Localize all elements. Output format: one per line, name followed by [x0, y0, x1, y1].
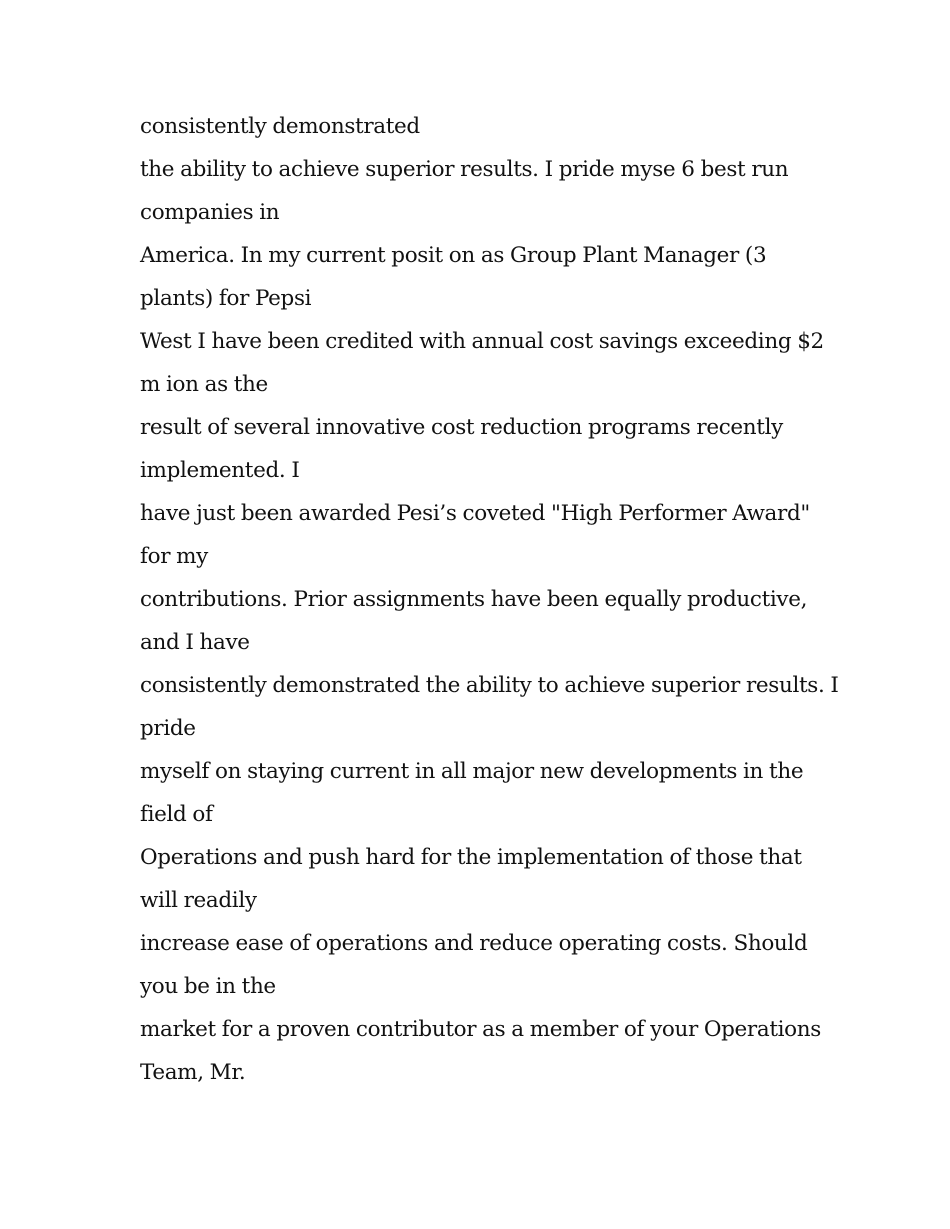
text-line: consistently demonstrated: [140, 114, 420, 139]
text-line: Team, Mr.: [140, 1060, 246, 1085]
text-line: you be in the: [140, 974, 276, 999]
text-line: myself on staying current in all major new developments in the: [140, 759, 804, 784]
text-line: increase ease of operations and reduce operating costs. Should: [140, 931, 808, 956]
text-line: America. In my current posit on as Group Plant Manager (3: [140, 243, 767, 268]
text-line: the ability to achieve superior results. I pride myse 6 best run: [140, 157, 789, 182]
text-line: have just been awarded Pesi’s coveted "High Performer Award": [140, 501, 810, 526]
text-line: for my: [140, 544, 208, 569]
text-line: implemented. I: [140, 458, 300, 483]
text-line: will readily: [140, 888, 257, 913]
text-line: West I have been credited with annual cost savings exceeding $2: [140, 329, 824, 354]
text-line: market for a proven contributor as a member of your Operations: [140, 1017, 821, 1042]
text-line: consistently demonstrated the ability to achieve superior results. I: [140, 673, 839, 698]
text-line: pride: [140, 716, 196, 741]
text-line: plants) for Pepsi: [140, 286, 312, 311]
letter-body: [140, 105, 840, 1094]
text-line: companies in: [140, 200, 280, 225]
text-line: Operations and push hard for the implementation of those that: [140, 845, 802, 870]
text-line: result of several innovative cost reduction programs recently: [140, 415, 783, 440]
text-line: field of: [140, 802, 213, 827]
text-line: m ion as the: [140, 372, 268, 397]
text-line: contributions. Prior assignments have been equally productive,: [140, 587, 808, 612]
text-line: and I have: [140, 630, 250, 655]
